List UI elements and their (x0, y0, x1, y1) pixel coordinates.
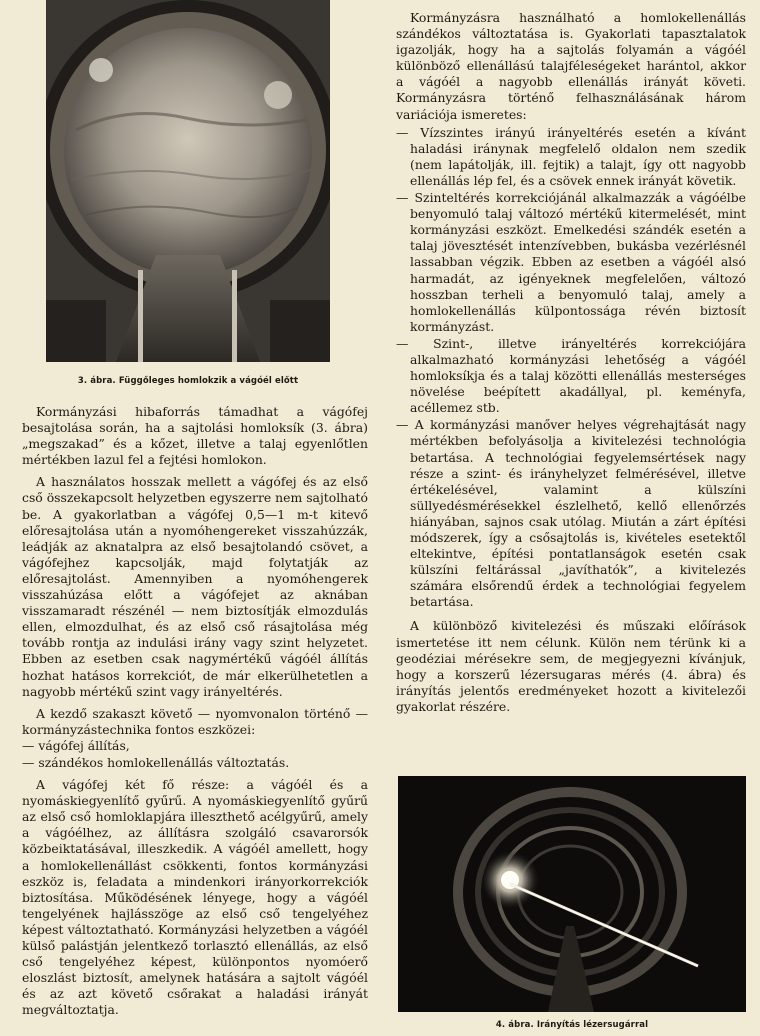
figure-3-caption: 3. ábra. Függőleges homlokzik a vágóél előtt (77, 376, 299, 386)
left-paragraph-4: A vágófej két fő része: a vágóél és a nyomáskiegyenlítő gyűrű. A nyomáskiegyenlítő gyűrű az első cső homloklapjára illeszthető acélgyűrű, amely a vágóélhez, az állításra szolgáló csavarorsók közbeiktatásával, illeszkedik. A vágóél amellett, hogy a homlokellenállást csökkenti, fontos kormányzási eszköz is, feladata a mindenkori irányorkorrekciók biztosítása. Működésének lényege, hogy a vágóél tengelyének hajlásszöge az első cső tengelyéhez képest változtatható. Kormányzási helyzetben a vágóél külső palástján jelentkező torlasztó ellenállás, az első cső tengelyéhez képest, különpontos nyomóerő eloszlást biztosít, amelynek hatására a sajtolt vágóél és az azt követő csőrakat a haladási irányát megváltoztatja. (22, 777, 368, 1018)
right-list-item-3: — Szint-, illetve irányeltérés korrekciójára alkalmazható kormányzási lehetőség a vágóél homloksíkja és a talaj közötti ellenállás mesterséges növelése beépített akadállyal, pl. keményfa, acéllemez stb. (396, 335, 746, 416)
figure-4-photo (398, 776, 746, 1012)
right-paragraph-2: A különböző kivitelezési és műszaki előírások ismertetése itt nem célunk. Külön nem térünk ki a geodéziai mérésekre sem, de megjegyezni kívánjuk, hogy a korszerű lézersugaras mérés (4. ábra) és irányítás jelentős eredményeket hozott a kivitelezői gyakorlat részére. (396, 618, 746, 714)
laser-tunnel-illustration (398, 776, 746, 1012)
right-text (396, 10, 746, 721)
left-text (22, 404, 368, 1024)
left-list-item-2: — szándékos homlokellenállás változtatás. (22, 754, 290, 770)
left-paragraph-2: A használatos hosszak mellett a vágófej és az első cső összekapcsolt helyzetben egyszerre nem sajtolható be. A gyakorlatban a vágófej 0,5—1 m-t kitevő előresajtolása után a nyomóhengereket visszahúzzák, leádják az aknatalpra az első besajtolandó csövet, a vágófejhez kapcsolják, majd folytatják az előresajtolást. Amennyiben a nyomóhengerek visszahúzása előtt a vágófejet az aknában visszamaradt részénél — nem biztosítják elmozdulás ellen, elmozdulhat, és az első cső rásajtolása még tovább rontja az indulási irány vagy szint helyzetet. Ebben az esetben csak nagymértékű vágóél állítás hozhat hatásos korrekciót, de már elkerülhetetlen a nagyobb mértékű szint vagy irányeltérés. (22, 474, 368, 699)
left-paragraph-3: A kezdő szakaszt követő — nyomvonalon történő — kormányzástechnika fontos eszközei: (22, 705, 368, 737)
right-list-item-2: — Szinteltérés korrekciójánál alkalmazzák a vágóélbe benyomuló talaj változó mértékű kitermelését, mint kormányzási eszközt. Emelkedési szándék esetén a talaj jövesztését intenzívebben, bukásba vezérlésnél lassabban végzik. Ebben az esetben a vágóél alsó harmadát, az igényeknek megfelelően, változó hosszban terheli a benyomuló talaj, amely a homlokellenállás külpontossága révén biztosít kormányzást. (396, 190, 746, 334)
right-paragraph-1: Kormányzásra használható a homlokellenállás szándékos változtatása is. Gyakorlati tapasztalatok igazolják, hogy ha a sajtolás folyamán a vágóél különböző ellenállású talajféleségeket harántol, akkor a vágóél a nagyobb ellenállás irányát követi. Kormányzásra történő felhasználásának három variációja ismeretes: (396, 10, 746, 122)
left-list-item-1: — vágófej állítás, (22, 737, 130, 753)
tunnel-shield-illustration (46, 0, 330, 362)
figure-4-caption: 4. ábra. Irányítás lézersugárral (495, 1020, 649, 1030)
figure-3-photo (46, 0, 330, 362)
right-list-item-4: — A kormányzási manőver helyes végrehajtását nagy mértékben befolyásolja a kivitelezési technológia betartása. A technológiai fegyelemsértések nagy része a szint- és irányhelyzet felmérésével, illetve értékelésével, valamint a külszíni süllyedésmérésekkel észlelhető, kellő ellenőrzés hiányában, sajnos csak utólag. Miután a zárt építési módszerek, így a csősajtolás is, kivételes esetektől eltekintve, építési pontatlanságok esetén csak külszíni feltárással „javíthatók”, a kivitelezés számára elsőrendű érdek a technológiai fegyelem betartása. (396, 417, 746, 610)
right-list-item-1: — Vízszintes irányú irányeltérés esetén a kívánt haladási iránynak megfelelő oldalon nem szedik (nem lapátolják, ill. fejtik) a talajt, így ott nagyobb ellenállás lép fel, és a csövek ennek irányát követik. (396, 124, 746, 188)
left-paragraph-1: Kormányzási hibaforrás támadhat a vágófej besajtolása során, ha a sajtolási homloksík (3. ábra) „megszakad” és a kőzet, illetve a talaj egyenlőtlen mértékben lazul fel a fejtési homlokon. (22, 404, 368, 468)
